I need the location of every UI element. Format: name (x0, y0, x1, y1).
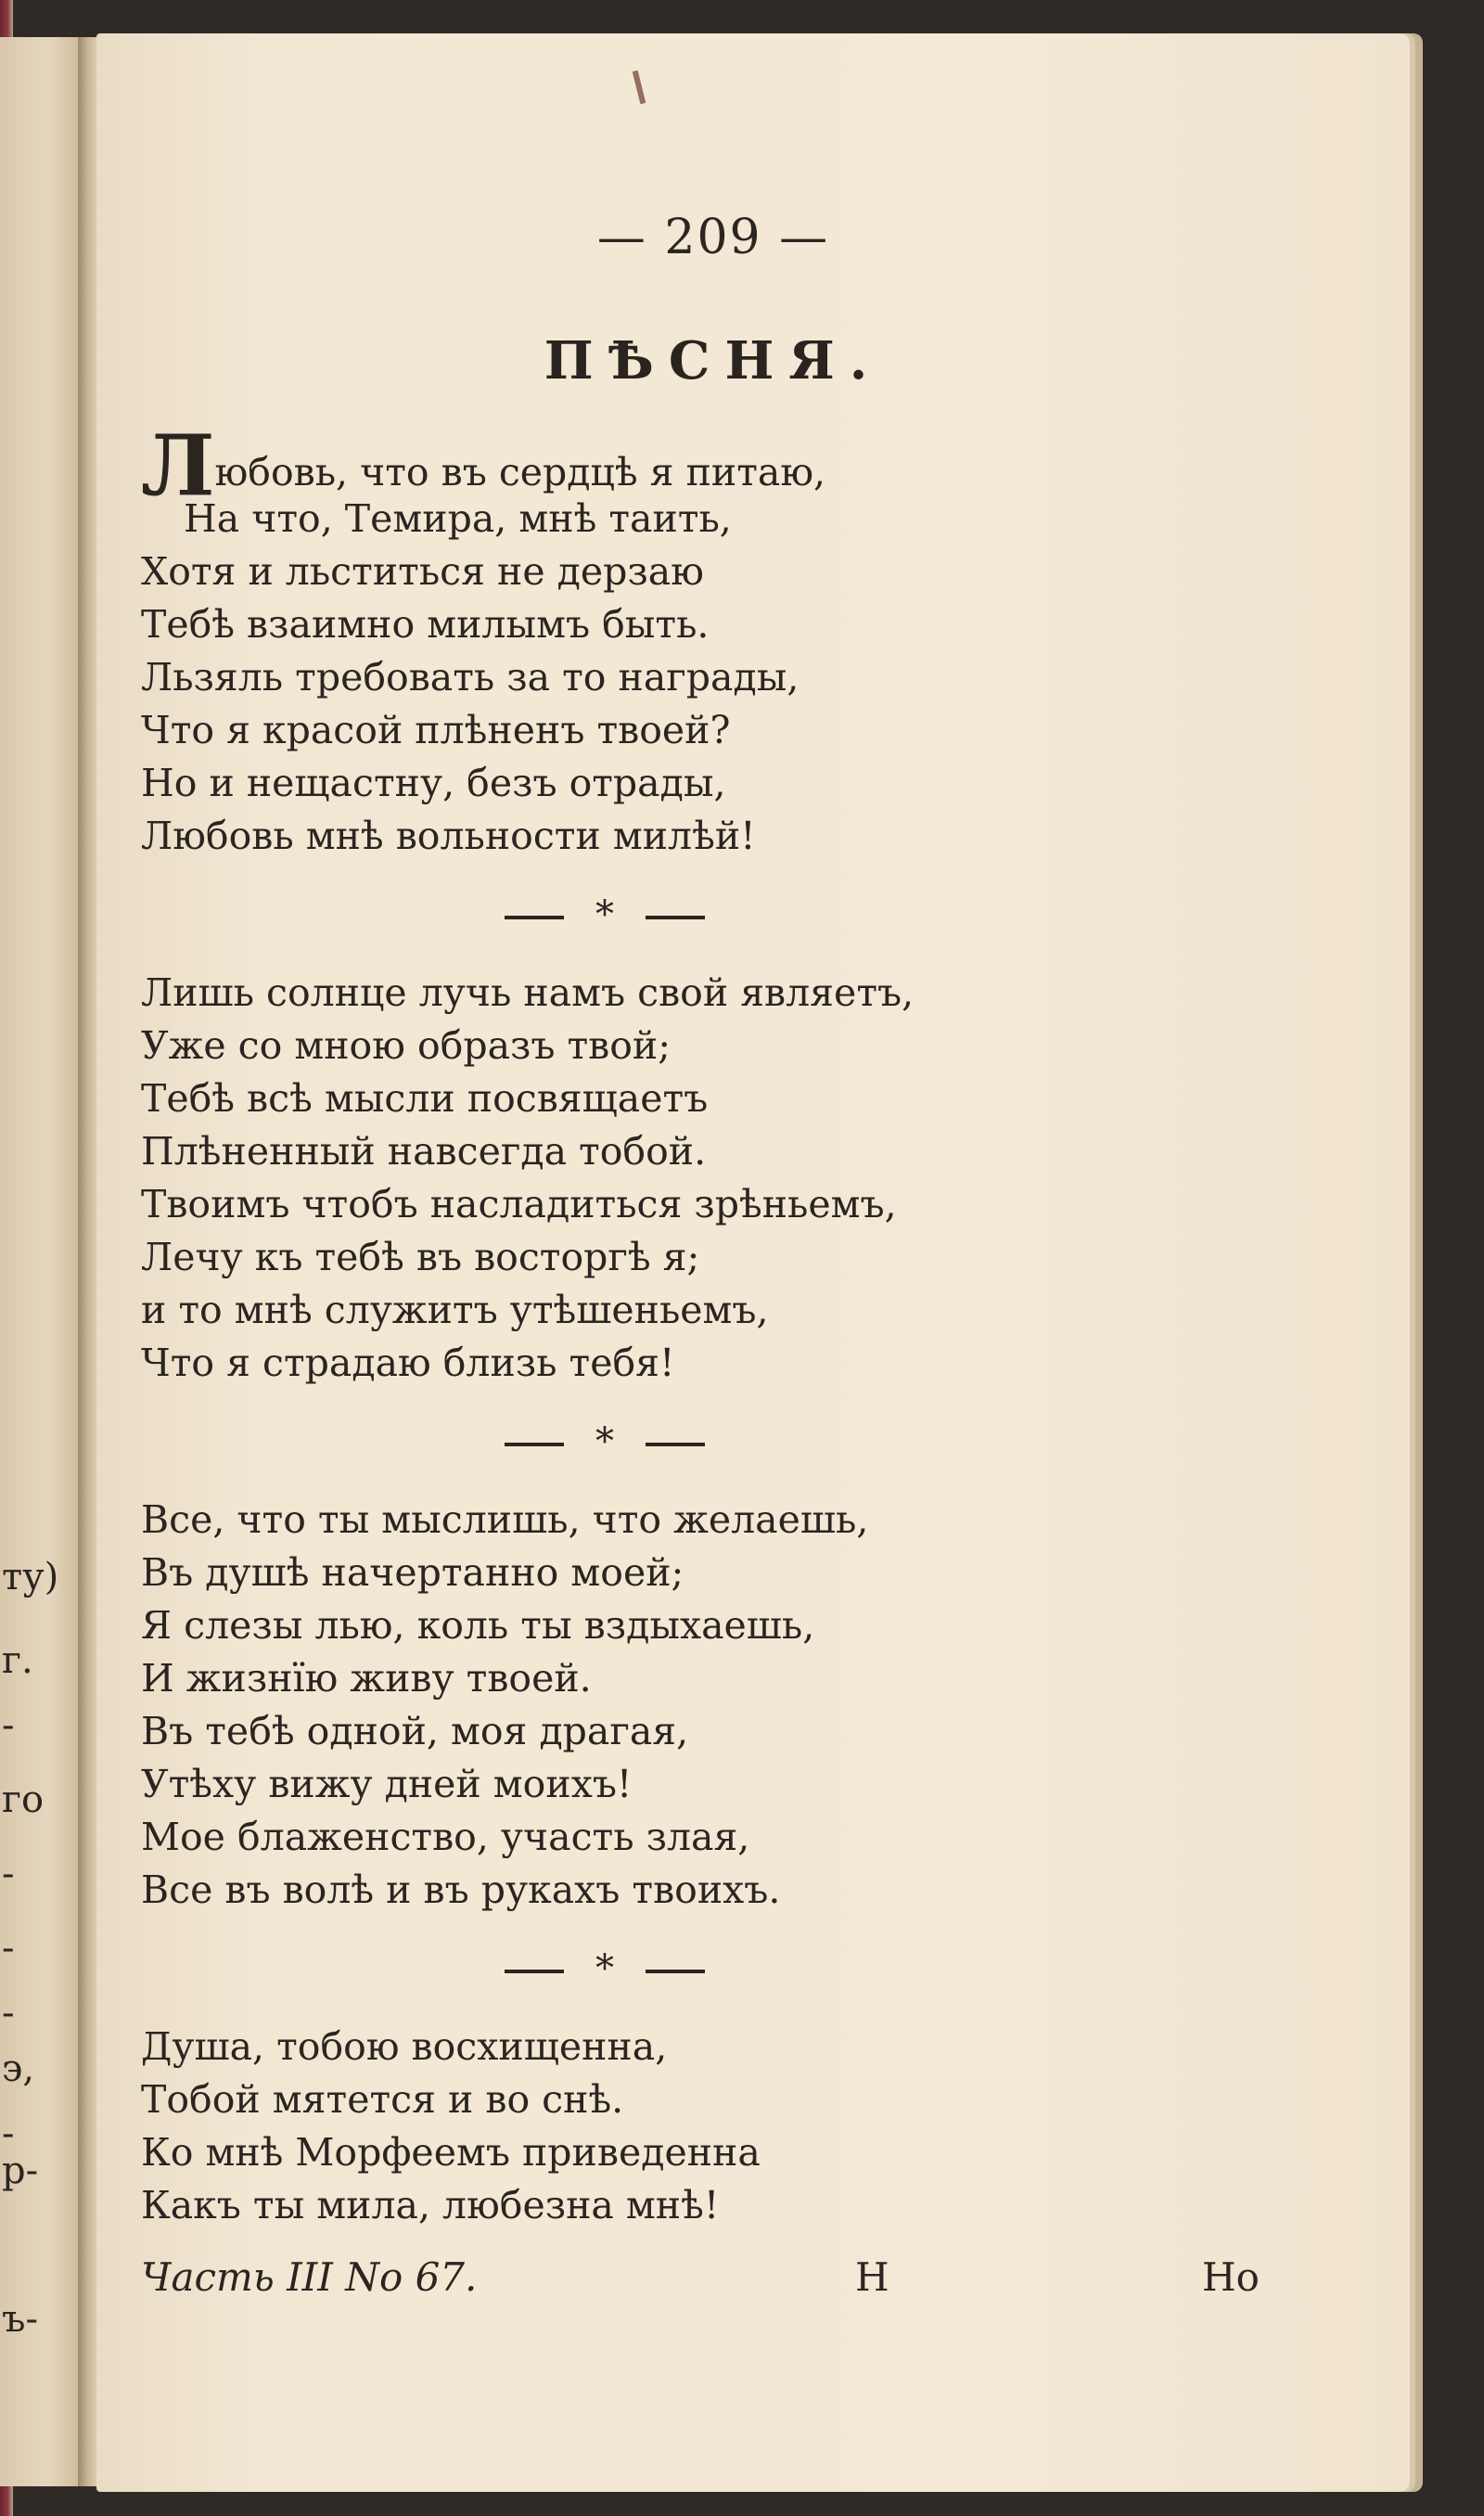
stanza-3 (141, 1494, 1235, 1917)
poem-line: Но и нещастну, безъ отрады, (141, 761, 726, 805)
poem-line: Что я страдаю близь тебя! (141, 1341, 675, 1385)
book-page (96, 33, 1410, 2492)
stanza-4 (141, 2021, 1235, 2232)
poem-line: Что я красой плѣненъ твоей? (141, 708, 731, 752)
left-page-text: р- (2, 2150, 39, 2192)
left-page-text: э, (2, 2047, 35, 2090)
divider-asterisk: * (595, 893, 614, 936)
poem-line: Въ душѣ начертанно моей; (141, 1550, 684, 1595)
drop-cap: Л (141, 417, 215, 515)
poem-line: Тебѣ всѣ мысли посвящаетъ (141, 1076, 709, 1121)
poem-line: Любовь мнѣ вольности милѣй! (141, 814, 756, 858)
handwritten-part-number: Часть III No 67. (141, 2254, 478, 2300)
poem-line: Какъ ты мила, любезна мнѣ! (141, 2183, 720, 2227)
poem-line: Лишь солнце лучь намъ свой являетъ, (141, 970, 915, 1015)
left-page-text: - (2, 1853, 15, 1895)
poem-line: Любовь, что въ сердцѣ я питаю, (141, 417, 826, 515)
poem-line: Душа, тобою восхищенна, (141, 2024, 668, 2069)
catchword: Но (1202, 2254, 1260, 2300)
printer-signature: Н (855, 2254, 889, 2300)
poem-line: Лечу къ тебѣ въ восторгѣ я; (141, 1235, 700, 1279)
poem-line: Тебѣ взаимно милымъ быть. (141, 602, 710, 647)
left-page-text: - (2, 1927, 15, 1970)
divider-asterisk: * (595, 1947, 614, 1990)
left-page-text: - (2, 2112, 15, 2155)
left-page-text: - (2, 1992, 15, 2035)
stanza-divider (141, 1917, 1068, 2021)
divider-asterisk: * (595, 1420, 614, 1463)
pencil-mark (633, 71, 646, 104)
poem-line: Твоимъ чтобъ насладиться зрѣньемъ, (141, 1182, 897, 1226)
poem-body (141, 417, 1235, 2232)
poem-line: Ко мнѣ Морфеемъ приведенна (141, 2130, 761, 2175)
stanza-divider (141, 1390, 1068, 1494)
stanza-1 (141, 417, 1235, 863)
poem-line: Хотя и льститься не дерзаю (141, 549, 704, 594)
poem-line: Тобой мятется и во снѣ. (141, 2077, 624, 2122)
left-page-text: ту) (2, 1556, 59, 1598)
page-number: — 209 — (596, 210, 830, 265)
left-page-text: ъ- (2, 2298, 38, 2341)
poem-line: Мое блаженство, участь злая, (141, 1815, 750, 1859)
left-page-fragment (0, 37, 82, 2486)
left-page-text: го (2, 1778, 45, 1821)
poem-line: и то мнѣ служитъ утѣшеньемъ, (141, 1288, 769, 1332)
page-footer (141, 2254, 1273, 2310)
poem-line: Утѣху вижу дней моихъ! (141, 1762, 633, 1806)
poem-line: Все, что ты мыслишь, что желаешь, (141, 1497, 869, 1542)
stanza-2 (141, 967, 1235, 1390)
poem-line: Все въ волѣ и въ рукахъ твоихъ. (141, 1868, 781, 1912)
left-page-text: - (2, 1704, 15, 1747)
poem-line: И жизнїю живу твоей. (141, 1656, 592, 1701)
poem-line: Въ тебѣ одной, моя драгая, (141, 1709, 689, 1753)
poem-line: Уже со мною образъ твой; (141, 1023, 672, 1068)
issue-number: No 67. (345, 2254, 478, 2300)
stanza-divider (141, 863, 1068, 967)
poem-line: Я слезы лью, коль ты вздыхаешь, (141, 1603, 815, 1648)
poem-title: ПѢСНЯ. (544, 330, 883, 392)
poem-line: На что, Темира, мнѣ таить, (184, 496, 732, 541)
left-page-text: г. (2, 1639, 33, 1682)
poem-line: Плѣненный навсегда тобой. (141, 1129, 707, 1174)
poem-line: Льзяль требовать за то награды, (141, 655, 800, 700)
